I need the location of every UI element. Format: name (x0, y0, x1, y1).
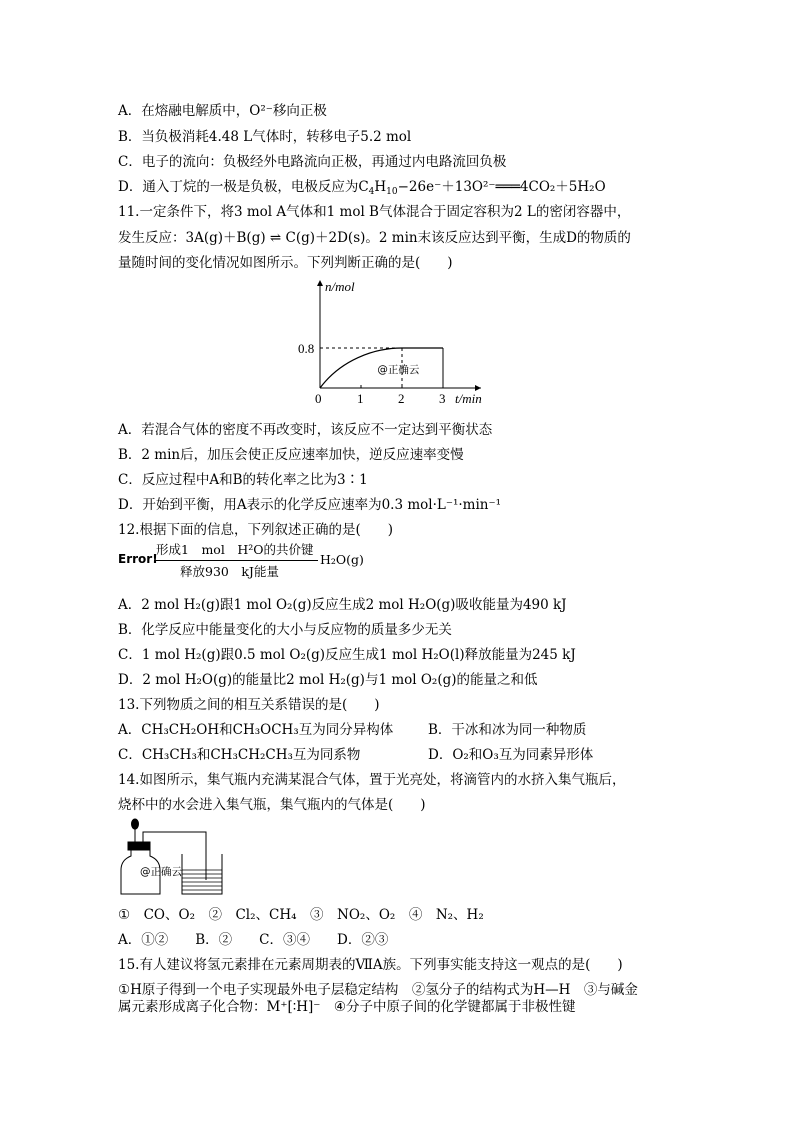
x-tick-label: 0 (315, 391, 322, 406)
q12-stem: 12.根据下面的信息，下列叙述正确的是( ) (118, 522, 394, 538)
reaction-arrow-top-text: 形成1 mol H²O的共价键 (156, 542, 314, 557)
q15-line2: 属元素形成离子化合物：M⁺[∶H]⁻ ④分子中原子间的化学键都属于非极性键 (118, 999, 576, 1015)
q11-stem-line2: 发生反应：3A(g)＋B(g) ⇌ C(g)＋2D(s)。2 min末该反应达到平衡，生成D的物质的 (118, 230, 631, 246)
q11-option-c: C．反应过程中A和B的转化率之比为3∶1 (118, 472, 368, 488)
q12-reaction (118, 542, 378, 582)
q12-option-a: A．2 mol H₂(g)跟1 mol O₂(g)反应生成2 mol H₂O(g)吸收能量为490 kJ (118, 597, 567, 613)
q11-stem-line3: 量随时间的变化情况如图所示。下列判断正确的是( ) (118, 255, 453, 271)
q12-option-b: B．化学反应中能量变化的大小与反应物的质量多少无关 (118, 622, 452, 638)
q10-option-d-pre: D．通入丁烷的一极是负极，电极反应为C (118, 179, 369, 195)
q14-answers: A．①② B．② C．③④ D．②③ (118, 932, 389, 948)
y-axis-label: n/mol (325, 279, 355, 294)
q10-option-d-post: −26e⁻＋13O²⁻═══4CO₂＋5H₂O (397, 179, 606, 195)
x-tick-label: 1 (357, 391, 364, 406)
q10-option-b: B．当负极消耗4.48 L气体时，转移电子5.2 mol (118, 129, 412, 145)
q13-option-a: A．CH₃CH₂OH和CH₃OCH₃互为同分异构体 (118, 722, 394, 738)
watermark-text: @正确云 (377, 364, 420, 376)
q11-option-a: A．若混合气体的密度不再改变时，该反应不一定达到平衡状态 (118, 422, 493, 438)
q10-option-c: C．电子的流向：负极经外电路流向正极，再通过内电路流回负极 (118, 154, 507, 170)
q12-option-c: C．1 mol H₂(g)跟0.5 mol O₂(g)反应生成1 mol H₂O(l)释放能量为245 kJ (118, 647, 576, 663)
chart-plot (298, 279, 482, 406)
reaction-arrow (154, 560, 318, 561)
q14-stem-line1: 14.如图所示，集气瓶内充满某混合气体，置于光亮处，将滴管内的水挤入集气瓶后， (118, 772, 626, 788)
reaction-product: H₂O(g) (320, 552, 364, 567)
dropper-bulb-icon (132, 819, 139, 829)
y-axis-arrow-icon (317, 280, 323, 286)
q10-option-a: A．在熔融电解质中，O²⁻移向正极 (118, 103, 327, 119)
q15-line1: ①H原子得到一个电子实现最外电子层稳定结构 ②氢分子的结构式为H—H ③与碱金 (118, 982, 638, 998)
q14-choices: ① CO、O₂ ② Cl₂、CH₄ ③ NO₂、O₂ ④ N₂、H₂ (118, 907, 484, 923)
x-tick-label: 3 (439, 391, 446, 406)
q10-option-d: D．通入丁烷的一极是负极，电极反应为$C_4H_{10}-26e^-+13O^{2-}═══4CO_2+5H_2O$ (118, 179, 606, 197)
watermark-text: @正确云 (140, 866, 182, 878)
q11-option-d: D．开始到平衡，用A表示的化学反应速率为0.3 mol·L⁻¹·min⁻¹ (118, 497, 502, 513)
error-text: Error! (118, 552, 158, 566)
y-tick-label: 0.8 (298, 341, 315, 356)
q14-stem-line2: 烧杯中的水会进入集气瓶，集气瓶内的气体是( ) (118, 797, 426, 813)
q12-option-d: D．2 mol H₂O(g)的能量比2 mol H₂(g)与1 mol O₂(g)的能量之和低 (118, 672, 538, 688)
q13-option-c: C．CH₃CH₃和CH₃CH₂CH₃互为同系物 (118, 747, 361, 763)
reaction-arrow-bottom-text: 释放930 kJ能量 (180, 564, 279, 579)
gas-bottle-apparatus (118, 818, 228, 898)
x-tick-label: 2 (398, 391, 405, 406)
q11-option-b: B．2 min后，加压会使正反应速率加快，逆反应速率变慢 (118, 447, 464, 463)
q13-stem: 13.下列物质之间的相互关系错误的是( ) (118, 697, 380, 713)
q15-stem: 15.有人建议将氢元素排在元素周期表的ⅦA族。下列事实能支持这一观点的是( ) (118, 957, 623, 973)
q11-stem-line1: 11.一定条件下，将3 mol A气体和1 mol B气体混合于固定容积为2 L的密闭容器中， (118, 204, 631, 220)
q13-option-b: B．干冰和冰为同一种物质 (428, 722, 587, 738)
q13-option-d: D．O₂和O₃互为同素异形体 (428, 747, 594, 763)
x-axis-label: t/min (455, 391, 482, 406)
q11-chart (290, 276, 500, 408)
